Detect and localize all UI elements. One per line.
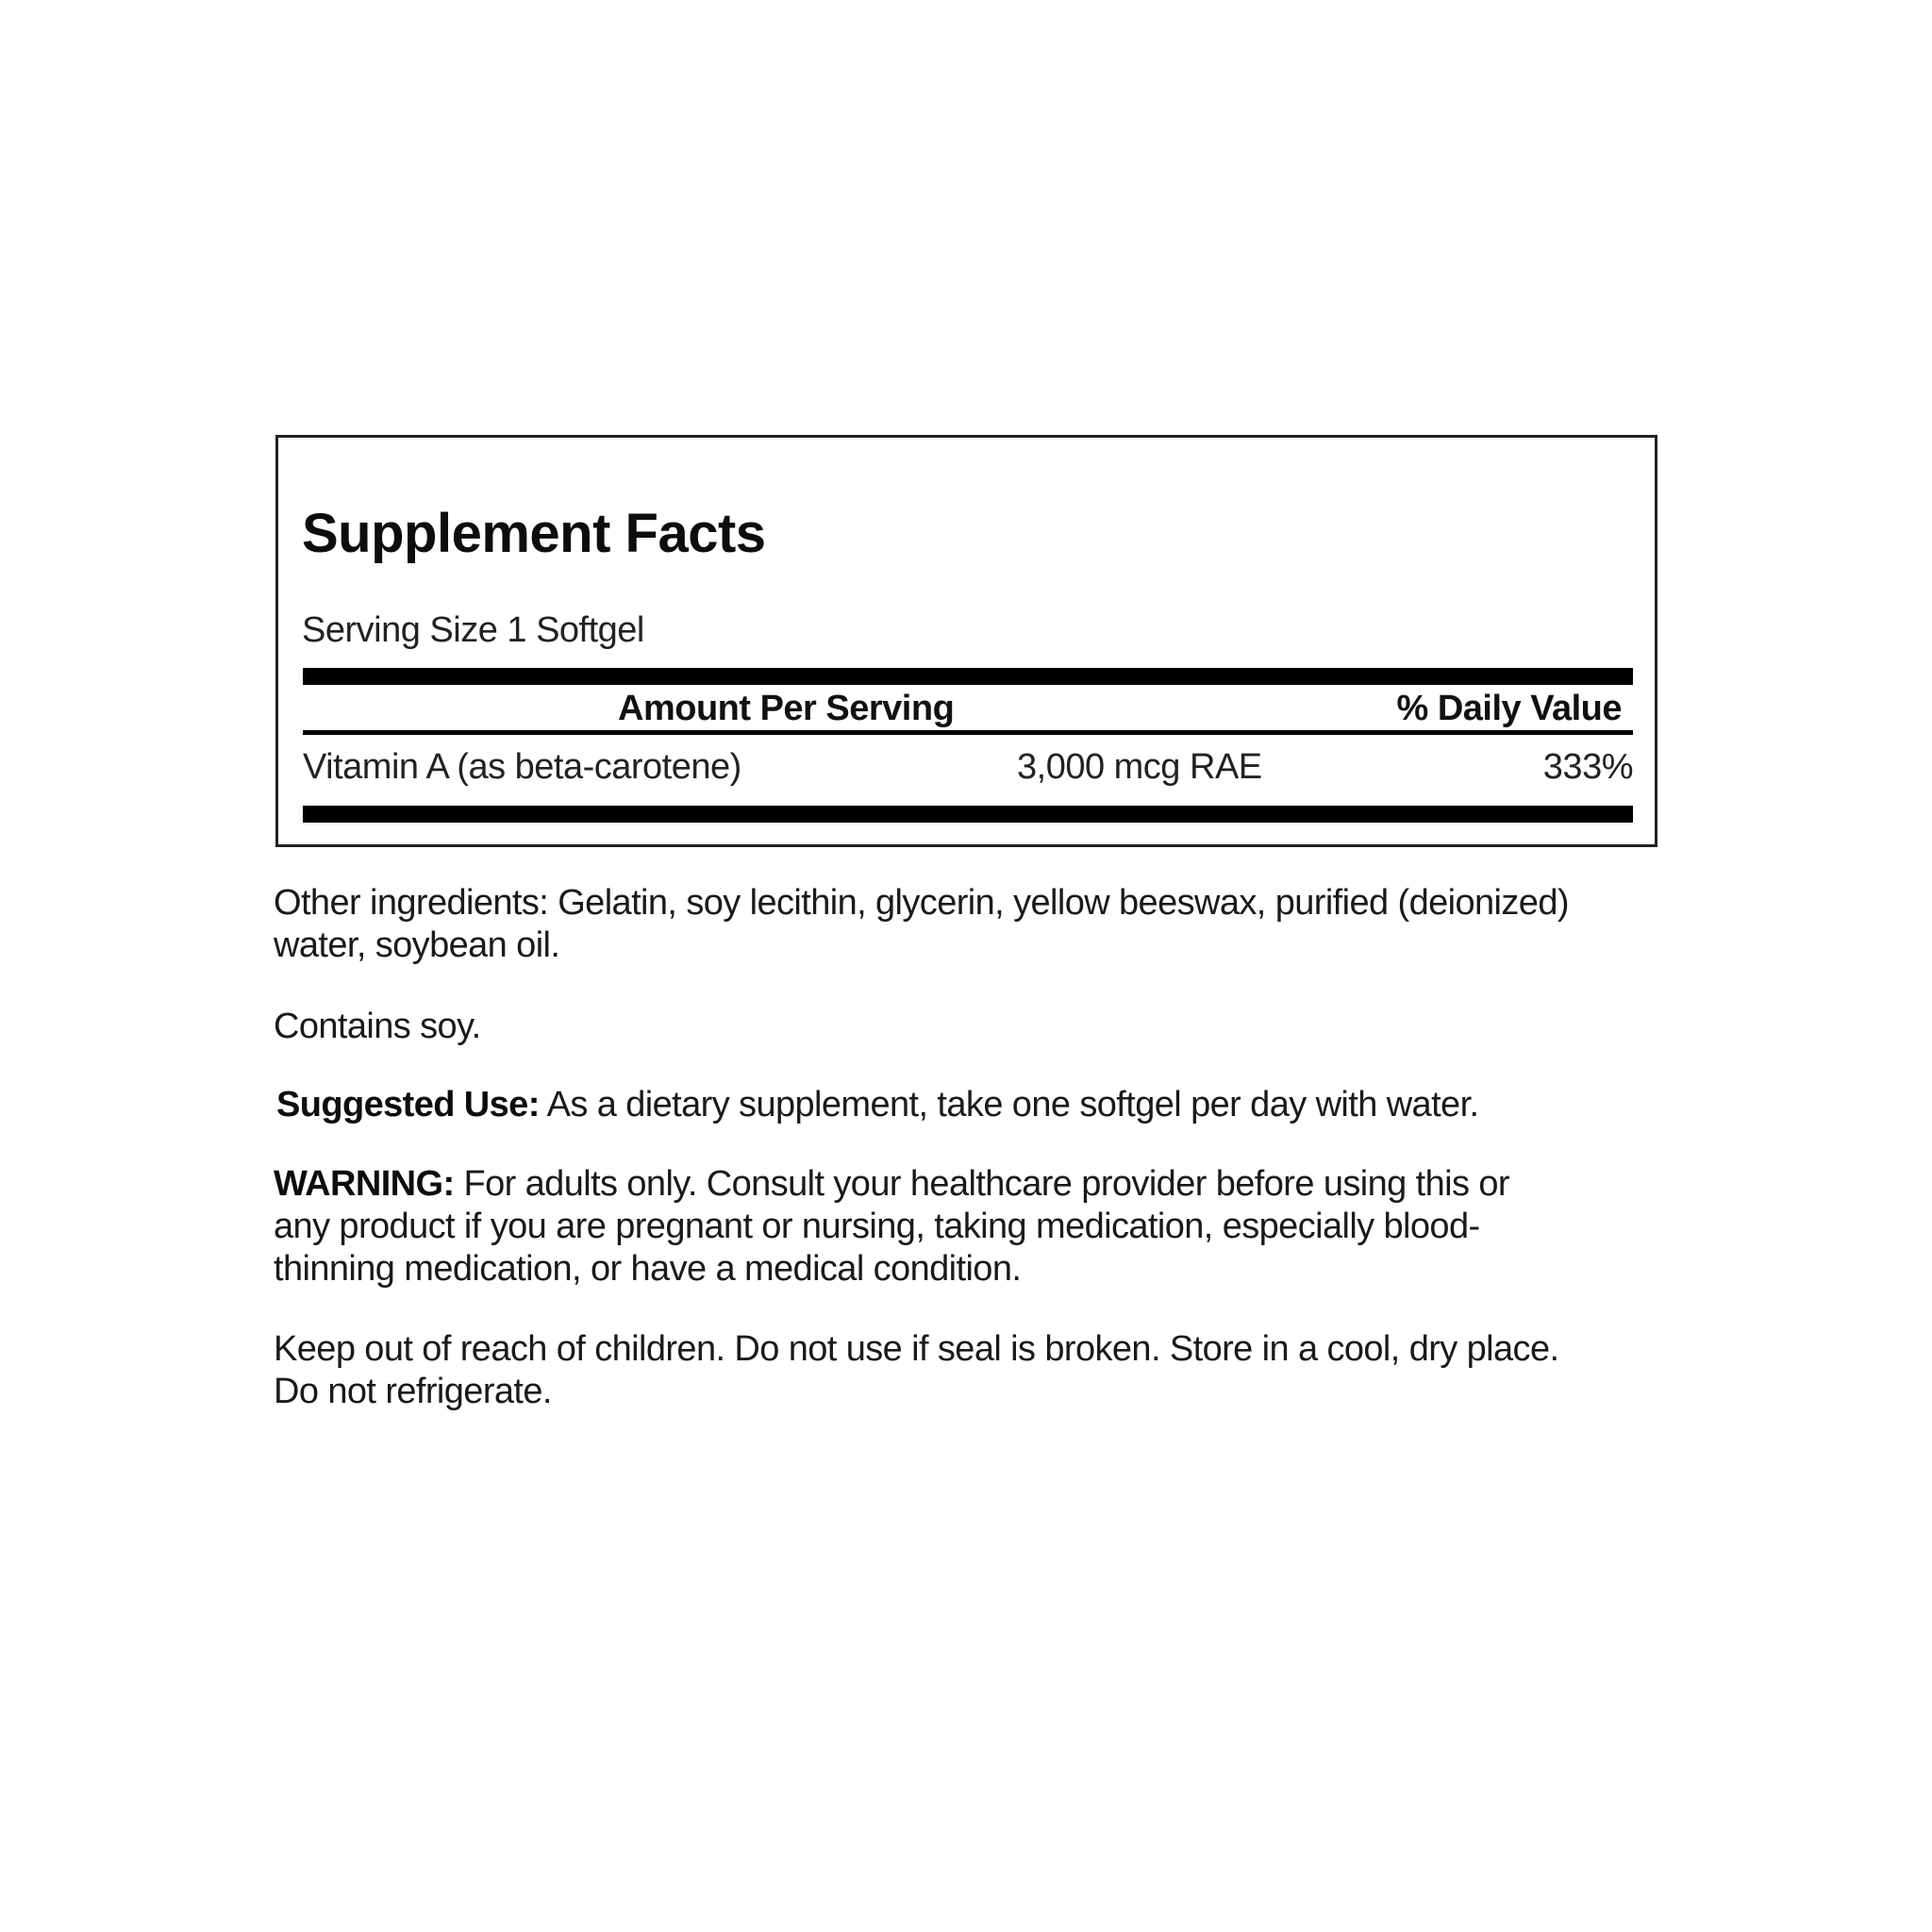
nutrient-amount: 3,000 mcg RAE: [1017, 747, 1262, 787]
nutrient-row: [303, 747, 1633, 794]
warning-line-3: thinning medication, or have a medical condition.: [274, 1249, 1022, 1289]
warning: [274, 1163, 1670, 1291]
supplement-facts-panel: [275, 435, 1657, 847]
suggested-use: [276, 1084, 1673, 1126]
panel-title: Supplement Facts: [302, 503, 766, 564]
warning-line-2: any product if you are pregnant or nursing, taking medication, especially blood-: [274, 1207, 1480, 1246]
storage-line-2: Do not refrigerate.: [274, 1372, 552, 1411]
daily-value-header: % Daily Value: [1396, 689, 1622, 728]
thick-divider-bottom: [303, 806, 1633, 823]
allergen-statement: Contains soy.: [274, 1007, 481, 1046]
suggested-use-text: As a dietary supplement, take one softgel per day with water.: [539, 1085, 1479, 1124]
other-ingredients-line-1: Other ingredients: Gelatin, soy lecithin, glycerin, yellow beeswax, purified (deionized): [274, 883, 1569, 923]
suggested-use-label: Suggested Use:: [276, 1085, 540, 1124]
serving-size: Serving Size 1 Softgel: [302, 610, 644, 650]
facts-header-row: [303, 689, 1633, 730]
storage-instructions: [274, 1328, 1670, 1413]
nutrient-name: Vitamin A (as beta-carotene): [303, 747, 741, 787]
other-ingredients-line-2: water, soybean oil.: [274, 925, 560, 965]
storage-line-1: Keep out of reach of children. Do not use if seal is broken. Store in a cool, dry place.: [274, 1329, 1559, 1369]
thick-divider-top: [303, 668, 1633, 685]
amount-per-serving-header: Amount Per Serving: [618, 689, 955, 728]
other-ingredients: [274, 882, 1670, 967]
nutrient-daily-value: 333%: [1542, 747, 1633, 787]
warning-label: WARNING:: [274, 1164, 455, 1204]
warning-line-1: For adults only. Consult your healthcare provider before using this or: [454, 1164, 1509, 1204]
thin-divider: [303, 730, 1633, 735]
